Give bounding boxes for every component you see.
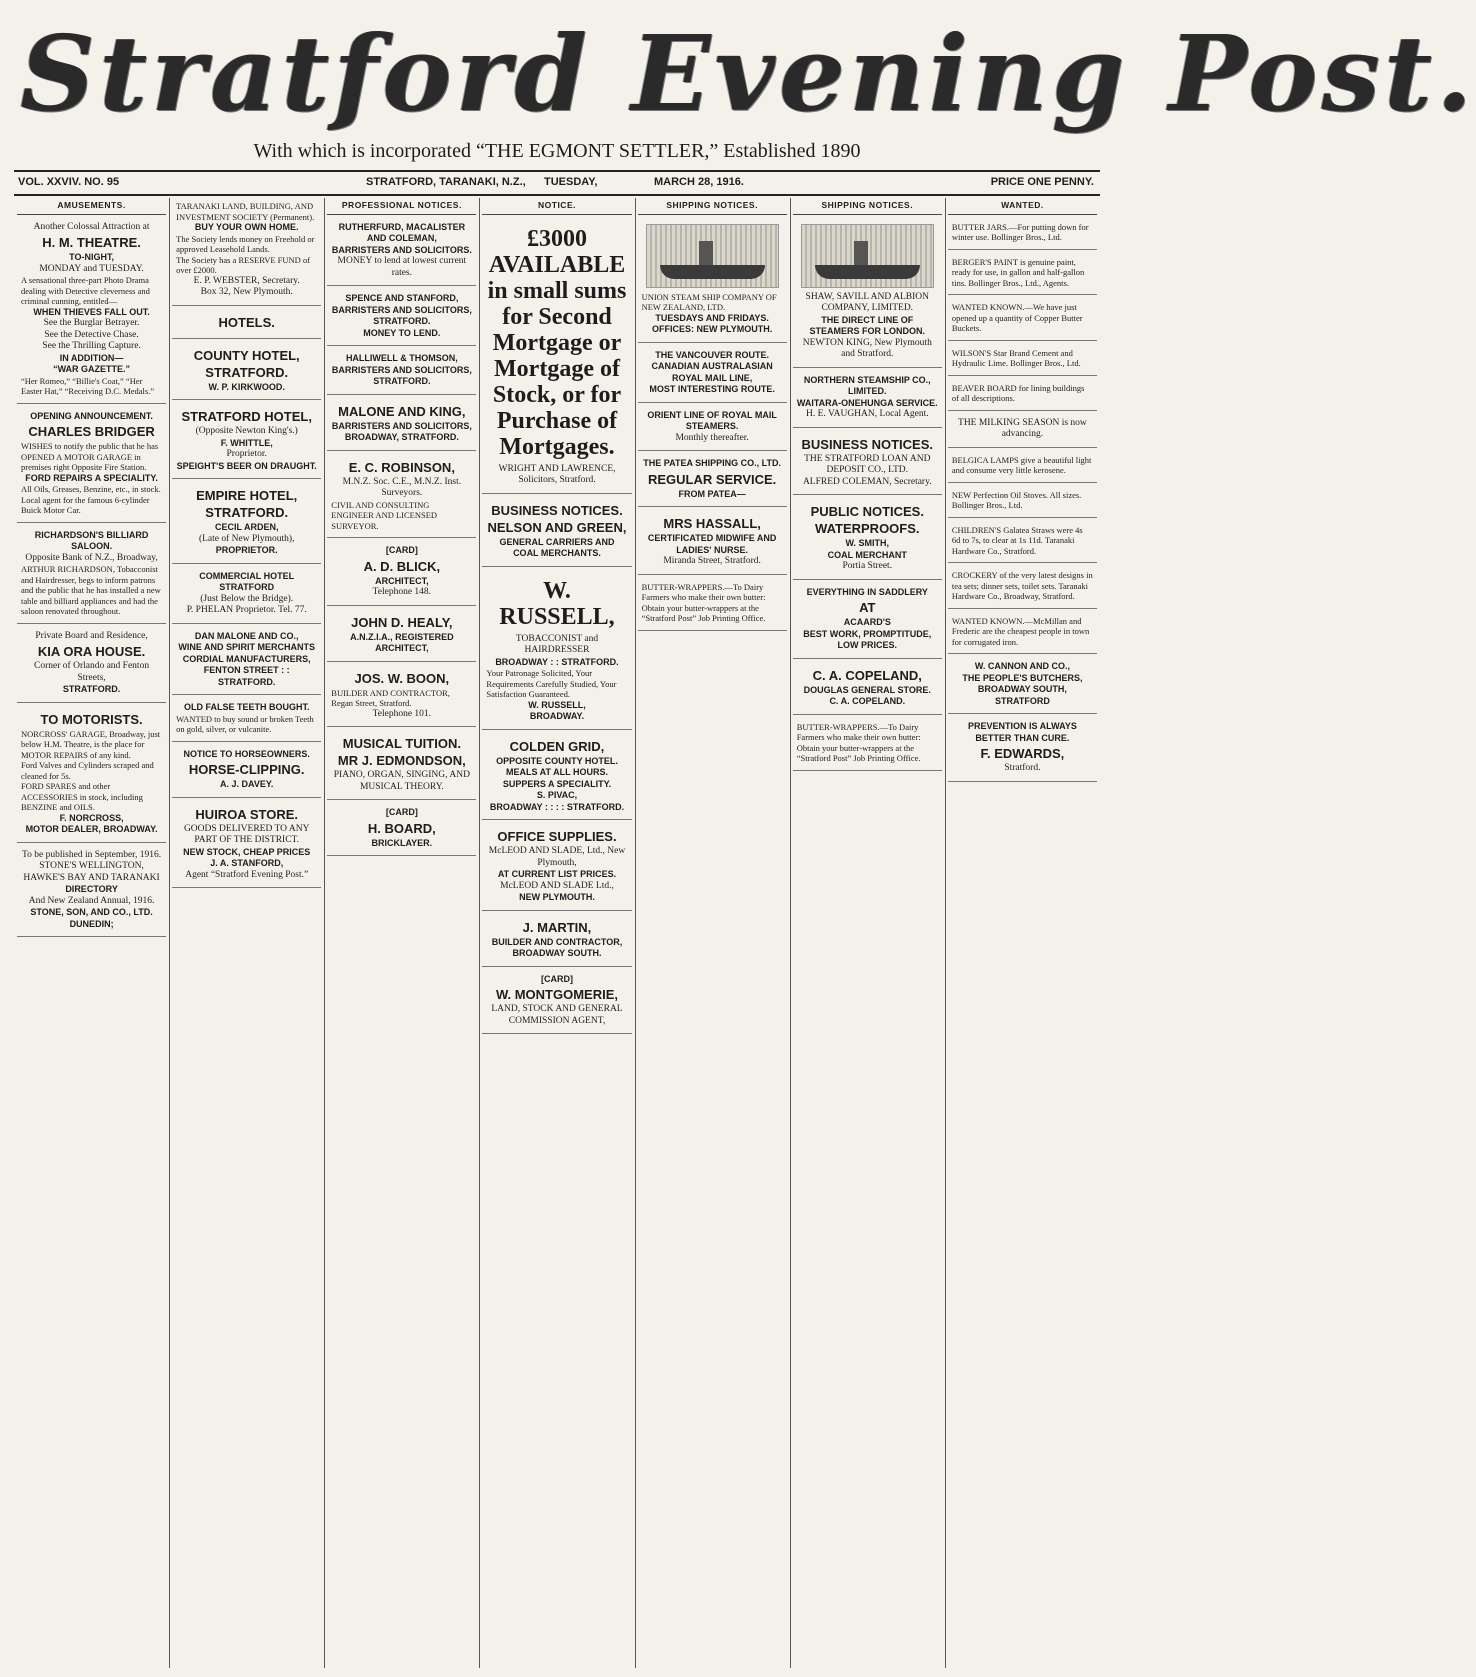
ad-text: McLEOD AND SLADE, Ltd., New Plymouth, [488,846,626,868]
ad-text: A.N.Z.I.A., REGISTERED ARCHITECT, [350,631,454,653]
advertisement [172,802,321,889]
ad-text: (Late of New Plymouth), [198,533,295,544]
advertisement [17,527,166,624]
column-rule [790,198,791,1668]
ad-heading: £3000 AVAILABLE in small sums for Second Mortgage or Mortgage of Stock, or for Purchase of Mortgages. [487,225,627,460]
advertisement [482,219,631,494]
advertisement [17,628,166,703]
ad-text: TUESDAYS AND FRIDAYS. [655,312,769,323]
ad-text: SUPPERS A SPECIALITY. [502,778,612,789]
ad-heading: MALONE AND KING, [338,403,466,419]
ad-text: “WAR GAZETTE.” [53,364,131,374]
ad-heading: HUIROA STORE. [195,806,298,822]
ad-text: MONEY TO LEND. [363,327,441,338]
ad-text: DIRECTORY [65,884,118,894]
ad-heading: E. C. ROBINSON, [348,459,455,475]
ad-text: F. NORCROSS, [59,812,124,823]
ad-text: TO-NIGHT, [69,252,114,262]
advertisement [948,345,1097,376]
ad-text: See the Detective Chase. [44,329,139,340]
ad-heading: Another Colossal Attraction at [33,221,150,232]
advertisement [172,628,321,696]
ad-text: STRATFORD. [62,684,121,694]
ad-text: CECIL ARDEN, [214,522,279,532]
ad-text: H. M. THEATRE. [42,235,141,250]
ad-heading: MRS HASSALL, [663,516,761,531]
ad-text: NEW PLYMOUTH. [519,892,595,902]
steamship-illustration [646,224,779,288]
ad-text: WINE AND SPIRIT MERCHANTS [178,642,316,652]
ad-text: H. BOARD, [367,820,436,836]
column-rule [945,198,946,1668]
ad-heading: SHAW, SAVILL AND ALBION COMPANY, LIMITED. [805,291,929,313]
column-header: SHIPPING NOTICES. [793,198,942,215]
ad-heading: NOTICE TO HORSEOWNERS. [183,748,310,759]
ad-text: DOUGLAS GENERAL STORE. [803,684,931,695]
ad-text: NEWTON KING, New Plymouth and Stratford. [802,337,932,359]
ad-text: FORD SPARES and other ACCESSORIES in stock, including BENZINE and OILS. [21,781,143,812]
day-line: TUESDAY, [544,176,598,188]
ad-text: CERTIFICATED MIDWIFE AND LADIES' NURSE. [647,533,777,555]
ad-heading: WANTED KNOWN.—We have just opened up a quantity of Copper Butter Buckets. [951,302,1083,333]
ad-text: AT [859,600,876,615]
ad-text: PROPRIETOR. [215,545,278,555]
ad-heading: THE PATEA SHIPPING CO., LTD. [643,458,781,468]
ad-text: BROADWAY SOUTH, STRATFORD [977,684,1067,706]
ad-text: BROADWAY : : : : STRATFORD. [489,801,625,812]
advertisement [327,731,476,800]
ad-text: WANTED to buy sound or broken Teeth on gold, silver, or vulcanite. [176,713,314,734]
column-3 [327,198,476,1668]
ad-text: OFFICES: NEW PLYMOUTH. [652,324,773,334]
ad-heading: TARANAKI LAND, BUILDING, AND INVESTMENT SOCIETY (Permanent). [176,201,315,222]
column-rule [635,198,636,1668]
ad-text: See the Burglar Betrayer. [43,318,140,328]
ad-text: MR J. EDMONDSON, [337,753,466,768]
column-2 [172,198,321,1668]
column-rule [479,198,480,1668]
advertisement [327,804,476,856]
ad-heading: RICHARDSON'S BILLIARD SALOON. [34,529,149,551]
ad-heading: [CARD] [540,973,573,984]
advertisement [948,487,1097,518]
price-line: PRICE ONE PENNY. [990,176,1094,188]
ad-text: WISHES to notify the public that he has OPENED A MOTOR GARAGE in premises right Opposite Fire Station. [21,441,159,472]
ad-text: BEST WORK, PROMPTITUDE, LOW PRICES. [803,628,932,650]
ad-text: J. A. STANFORD, [210,858,284,868]
column-5 [638,198,787,1668]
ad-text: LAND, STOCK AND GENERAL COMMISSION AGENT, [491,1004,623,1026]
place-line: STRATFORD, TARANAKI, N.Z., [366,176,526,188]
ad-text: THE PEOPLE'S BUTCHERS, [962,672,1083,683]
ad-heading: THE MILKING SEASON is now advancing. [958,417,1087,439]
ad-heading: WANTED KNOWN.—McMillan and Frederic are the cheapest people in town for corrugated iron. [951,615,1090,647]
advertisement [948,415,1097,448]
ad-text: ARTHUR RICHARDSON, Tobacconist and Hairdresser, begs to inform patrons and the public that he has installed a new table and billiard appliances and had the saloon renovated throughout. [21,564,161,616]
ad-text: FORD REPAIRS A SPECIALITY. [25,472,158,483]
advertisement [482,734,631,821]
column-rule [169,198,170,1668]
ad-heading: To be published in September, 1916. [22,849,162,860]
advertisement [638,455,787,507]
advertisement [172,746,321,798]
ad-text: IN ADDITION— [59,352,124,363]
advertisement [948,613,1097,655]
ad-text: And New Zealand Annual, 1916. [28,895,155,906]
ad-text: BARRISTERS AND SOLICITORS, STRATFORD. [331,304,472,326]
advertisement [482,824,631,911]
ad-heading: EMPIRE HOTEL, [196,488,298,503]
ad-text: Opposite Bank of N.Z., Broadway, [25,552,158,563]
advertisement [172,699,321,742]
ad-text: Agent “Stratford Evening Post.” [185,869,309,880]
advertisement [327,542,476,606]
ad-text: MONDAY and TUESDAY. [39,263,144,274]
advertisement [17,847,166,938]
ad-text: REGULAR SERVICE. [647,471,777,487]
ad-text: FENTON STREET : : STRATFORD. [203,665,290,687]
ad-heading: Private Board and Residence, [35,630,148,641]
ad-text: THE DIRECT LINE OF STEAMERS FOR LONDON. [809,314,926,336]
advertisement [793,719,942,771]
ad-text: All Oils, Greases, Benzine, etc., in stock. Local agent for the famous 6-cylinder Buick Motor Car. [21,484,161,515]
ad-heading: NORTHERN STEAMSHIP CO., LIMITED. [803,374,931,396]
ad-text: NELSON AND GREEN, [487,519,627,535]
steamship-illustration [801,224,934,288]
dateline [14,170,1100,196]
ad-text: Your Patronage Solicited, Your Requirements Carefully Studied, Your Satisfaction Guaranteed. [486,668,617,699]
ad-text: BUILDER AND CONTRACTOR, Regan Street, Stratford. [331,687,450,708]
ad-heading: C. A. COPELAND, [812,667,922,683]
ad-text: ARCHITECT, [375,575,429,586]
ad-text: W. SMITH, [845,538,890,548]
ad-text: MOST INTERESTING ROUTE. [649,384,775,394]
advertisement [948,254,1097,296]
ad-text: SPEIGHT'S BEER ON DRAUGHT. [176,460,317,471]
ad-heading: UNION STEAM SHIP COMPANY OF NEW ZEALAND, LTD. [641,291,777,312]
ad-text: Telephone 148. [372,587,432,597]
ad-text: See the Thrilling Capture. [42,341,141,351]
ad-text: TOBACCONIST and HAIRDRESSER [515,633,599,655]
ad-text: GOODS DELIVERED TO ANY PART OF THE DISTRICT. [183,823,310,845]
ad-text: CHARLES BRIDGER [28,424,155,439]
ad-text: (Opposite Newton King's.) [195,426,298,436]
advertisement [327,610,476,662]
advertisement [327,455,476,539]
advertisement [17,408,166,523]
ad-text: STONE'S WELLINGTON, HAWKE'S BAY AND TARANAKI [23,861,160,883]
ad-heading: PUBLIC NOTICES. [810,504,924,519]
ad-heading: OLD FALSE TEETH BOUGHT. [183,702,310,712]
ad-text: CORDIAL MANUFACTURERS, [182,653,311,664]
advertisement [948,380,1097,411]
column-4 [482,198,631,1668]
ad-text: DUNEDIN; [69,918,114,929]
advertisement [172,310,321,339]
advertisement [17,707,166,843]
ad-text: BARRISTERS AND SOLICITORS, STRATFORD. [331,364,472,386]
ad-heading: HOTELS. [218,314,275,330]
ad-heading: BEAVER BOARD for lining buildings of all descriptions. [951,382,1085,403]
ad-text: W. P. KIRKWOOD. [208,381,285,392]
volume-number: VOL. XXVIV. NO. 95 [18,176,120,188]
ad-text: STRATFORD. [205,505,289,520]
advertisement [638,511,787,575]
ad-text: ACAARD'S [843,617,891,627]
ad-text: BROADWAY, STRATFORD. [344,432,459,442]
ad-text: BARRISTERS AND SOLICITORS. [331,244,472,255]
ad-heading: BUTTER JARS.—For putting down for winter use. Bollinger Bros., Ltd. [951,221,1089,242]
advertisement [482,571,631,730]
ad-text: The Society has a RESERVE FUND of over £2000. [176,254,311,275]
column-1 [17,198,166,1668]
advertisement [172,343,321,401]
ad-text: ALFRED COLEMAN, Secretary. [802,476,932,487]
ad-heading: W. RUSSELL, [499,577,615,630]
ad-heading: J. MARTIN, [522,919,592,935]
advertisement [172,404,321,479]
column-header: AMUSEMENTS. [17,198,166,215]
ad-heading: SPENCE AND STANFORD, [345,293,459,303]
ad-text: M.N.Z. Soc. C.E., M.N.Z. Inst. Surveyors. [342,476,462,498]
ad-heading: [CARD] [385,807,418,817]
ad-heading: JOS. W. BOON, [354,670,450,686]
ad-text: F. WHITTLE, [220,437,273,448]
ad-text: STONE, SON, AND CO., LTD. [30,907,153,917]
ad-heading: COLDEN GRID, [509,738,605,754]
ad-heading: BUTTER-WRAPPERS.—To Dairy Farmers who make their own butter: Obtain your butter-wrappers at the “Stratford Post” Job Printing Office. [796,721,921,763]
ad-heading: EVERYTHING IN SADDLERY [806,586,928,597]
ad-text: Stratford. [1004,763,1041,773]
ad-text: WHEN THIEVES FALL OUT. [33,306,150,317]
ad-heading: COMMERCIAL HOTEL STRATFORD [199,570,295,592]
ad-text: STRATFORD. [205,364,289,380]
masthead-title: Stratford Evening Post. [20,12,1476,135]
column-7 [948,198,1097,1668]
ad-text: FROM PATEA— [678,488,746,499]
ad-text: McLEOD AND SLADE Ltd., [500,880,614,891]
ad-text: PIANO, ORGAN, SINGING, AND MUSICAL THEORY. [333,770,470,792]
column-header: SHIPPING NOTICES. [638,198,787,215]
ad-heading: HALLIWELL & THOMSON, [345,353,458,363]
ad-text: S. PIVAC, [536,790,578,800]
ad-heading: RUTHERFURD, MACALISTER AND COLEMAN, [338,221,466,243]
advertisement [638,347,787,403]
ad-heading: CHILDREN'S Galatea Straws were 4s 6d to 7s, to clear at 1s 11d. Taranaki Hardware Co., Stratford. [951,524,1083,556]
ad-text: Telephone 101. [372,708,432,719]
ad-heading: THE VANCOUVER ROUTE. [655,349,770,360]
advertisement [327,350,476,395]
ad-text: OPPOSITE COUNTY HOTEL. [496,755,618,766]
advertisement [948,219,1097,250]
ad-text: NEW STOCK, CHEAP PRICES [183,846,311,857]
ad-text: F. EDWARDS, [980,746,1065,761]
column-header: PROFESSIONAL NOTICES. [327,198,476,215]
ad-text: KIA ORA HOUSE. [37,644,146,659]
advertisement [482,915,631,967]
column-header: WANTED. [948,198,1097,215]
advertisement [793,499,942,580]
advertisement [793,372,942,428]
ad-text: CIVIL AND CONSULTING ENGINEER AND LICENSED SURVEYOR. [331,499,438,531]
ad-text: WRIGHT AND LAWRENCE, Solicitors, Stratford. [498,463,616,485]
advertisement [948,522,1097,564]
advertisement [793,663,942,715]
ad-heading: BERGER'S PAINT is genuine paint, ready for use, in gallon and half-gallon tins. Bollinger Bros., Ltd., Agents. [951,256,1085,288]
masthead-subtitle: With which is incorporated “THE EGMONT SETTLER,” Established 1890 [253,140,861,162]
ad-text: H. E. VAUGHAN, Local Agent. [805,409,929,419]
advertisement [948,718,1097,782]
advertisement [172,568,321,624]
ad-text: BROADWAY SOUTH. [512,948,602,958]
ad-heading: BELGICA LAMPS give a beautiful light and consume very little kerosene. [951,454,1092,475]
ad-text: THE STRATFORD LOAN AND DEPOSIT CO., LTD. [804,453,931,475]
advertisement [793,584,942,659]
ad-text: Box 32, New Plymouth. [200,287,293,297]
ad-text: Monthly thereafter. [675,432,749,443]
ad-text: The Society lends money on Freehold or approved Leasehold Lands. [176,233,315,254]
ad-text: BARRISTERS AND SOLICITORS, [331,420,472,431]
ad-text: BROADWAY : : STRATFORD. [495,656,619,667]
ad-text: NORCROSS' GARAGE, Broadway, just below H.M. Theatre, is the place for MOTOR REPAIRS of any kind. [21,728,161,760]
advertisement [482,498,631,567]
ad-text: Portia Street. [842,561,893,571]
ad-text: A. J. DAVEY. [220,779,274,789]
advertisement [948,567,1097,609]
advertisement [327,399,476,451]
ad-text: “Her Romeo,” “Billie's Coat,” “Her Easter Hat,” “Receiving D.C. Medals.” [21,375,155,396]
advertisement [638,407,787,452]
ad-text: A sensational three-part Photo Drama dealing with Detective cleverness and criminal cunning, entitled— [21,275,150,306]
ad-heading: MUSICAL TUITION. [342,736,461,751]
ad-text: BROADWAY. [529,711,585,721]
ad-text: COAL MERCHANT [827,549,907,560]
ad-heading: OPENING ANNOUNCEMENT. [30,410,153,421]
ad-text: BRICKLAYER. [371,837,433,848]
ad-text: Miranda Street, Stratford. [663,556,761,566]
ad-heading: OFFICE SUPPLIES. [497,829,617,844]
ad-heading: COUNTY HOTEL, [193,347,300,363]
ad-text: MOTOR DEALER, BROADWAY. [25,824,158,834]
ad-text: CANADIAN AUSTRALASIAN ROYAL MAIL LINE, [651,361,773,383]
advertisement [638,219,787,343]
advertisement [327,290,476,346]
ad-heading: W. CANNON AND CO., [974,661,1070,671]
ad-heading: NEW Perfection Oil Stoves. All sizes. Bollinger Bros., Ltd. [951,489,1082,510]
column-6 [793,198,942,1668]
ad-text: W. MONTGOMERIE, [495,987,619,1002]
advertisement [948,299,1097,341]
ad-heading: [CARD] [385,545,418,555]
ad-text: Proprietor. [226,449,267,459]
ad-text: MEALS AT ALL HOURS. [505,767,608,777]
ad-text: WATERPROOFS. [815,521,920,536]
advertisement [17,219,166,404]
ad-heading: ORIENT LINE OF ROYAL MAIL STEAMERS. [647,409,777,431]
column-header: NOTICE. [482,198,631,215]
advertisement [948,452,1097,483]
ad-text: BUY YOUR OWN HOME. [194,222,299,232]
ad-text: MONEY to lend at lowest current rates. [337,256,467,278]
ad-text: HORSE-CLIPPING. [188,762,305,777]
ad-heading: WILSON'S Star Brand Cement and Hydraulic Lime. Bollinger Bros., Ltd. [951,347,1081,368]
ad-text: W. RUSSELL, [528,699,586,710]
ad-heading: BUTTER-WRAPPERS.—To Dairy Farmers who make their own butter: Obtain your butter-wrappers at the “Stratford Post” Job Printing Office. [641,581,766,623]
ad-heading: JOHN D. HEALY, [351,614,453,630]
advertisement [172,198,321,306]
advertisement [482,971,631,1035]
ad-heading: BUSINESS NOTICES. [801,436,933,452]
advertisement [172,483,321,564]
ad-text: A. D. BLICK, [363,558,441,574]
ad-heading: PREVENTION IS ALWAYS BETTER THAN CURE. [967,721,1077,743]
ad-text: P. PHELAN Proprietor. Tel. 77. [186,605,307,615]
ad-heading: STRATFORD HOTEL, [181,409,312,424]
ad-heading: CROCKERY of the very latest designs in tea sets; dinner sets, toilet sets. Taranaki Hardware Co., Broadway, Stratford. [951,570,1093,601]
ad-text: WAITARA-ONEHUNGA SERVICE. [796,397,938,408]
ad-text: BUILDER AND CONTRACTOR, [491,936,623,947]
advertisement [793,432,942,496]
ad-heading: TO MOTORISTS. [40,711,143,727]
advertisement [948,658,1097,714]
ad-text: C. A. COPELAND. [829,696,906,706]
ad-text: (Just Below the Bridge). [200,593,294,604]
ad-text: GENERAL CARRIERS AND COAL MERCHANTS. [499,536,615,558]
advertisement [793,219,942,368]
ad-text: AT CURRENT LIST PRICES. [497,869,617,879]
ad-heading: DAN MALONE AND CO., [194,630,299,641]
date-line: MARCH 28, 1916. [654,176,744,188]
ad-text: Corner of Orlando and Fenton Streets, [34,661,150,683]
ad-text: E. P. WEBSTER, Secretary. [193,275,300,286]
advertisement [327,219,476,287]
column-rule [324,198,325,1668]
ad-heading: BUSINESS NOTICES. [491,502,623,518]
advertisement [638,579,787,631]
advertisement [327,666,476,728]
ad-text: Ford Valves and Cylinders scraped and cleaned for 5s. [21,760,154,781]
